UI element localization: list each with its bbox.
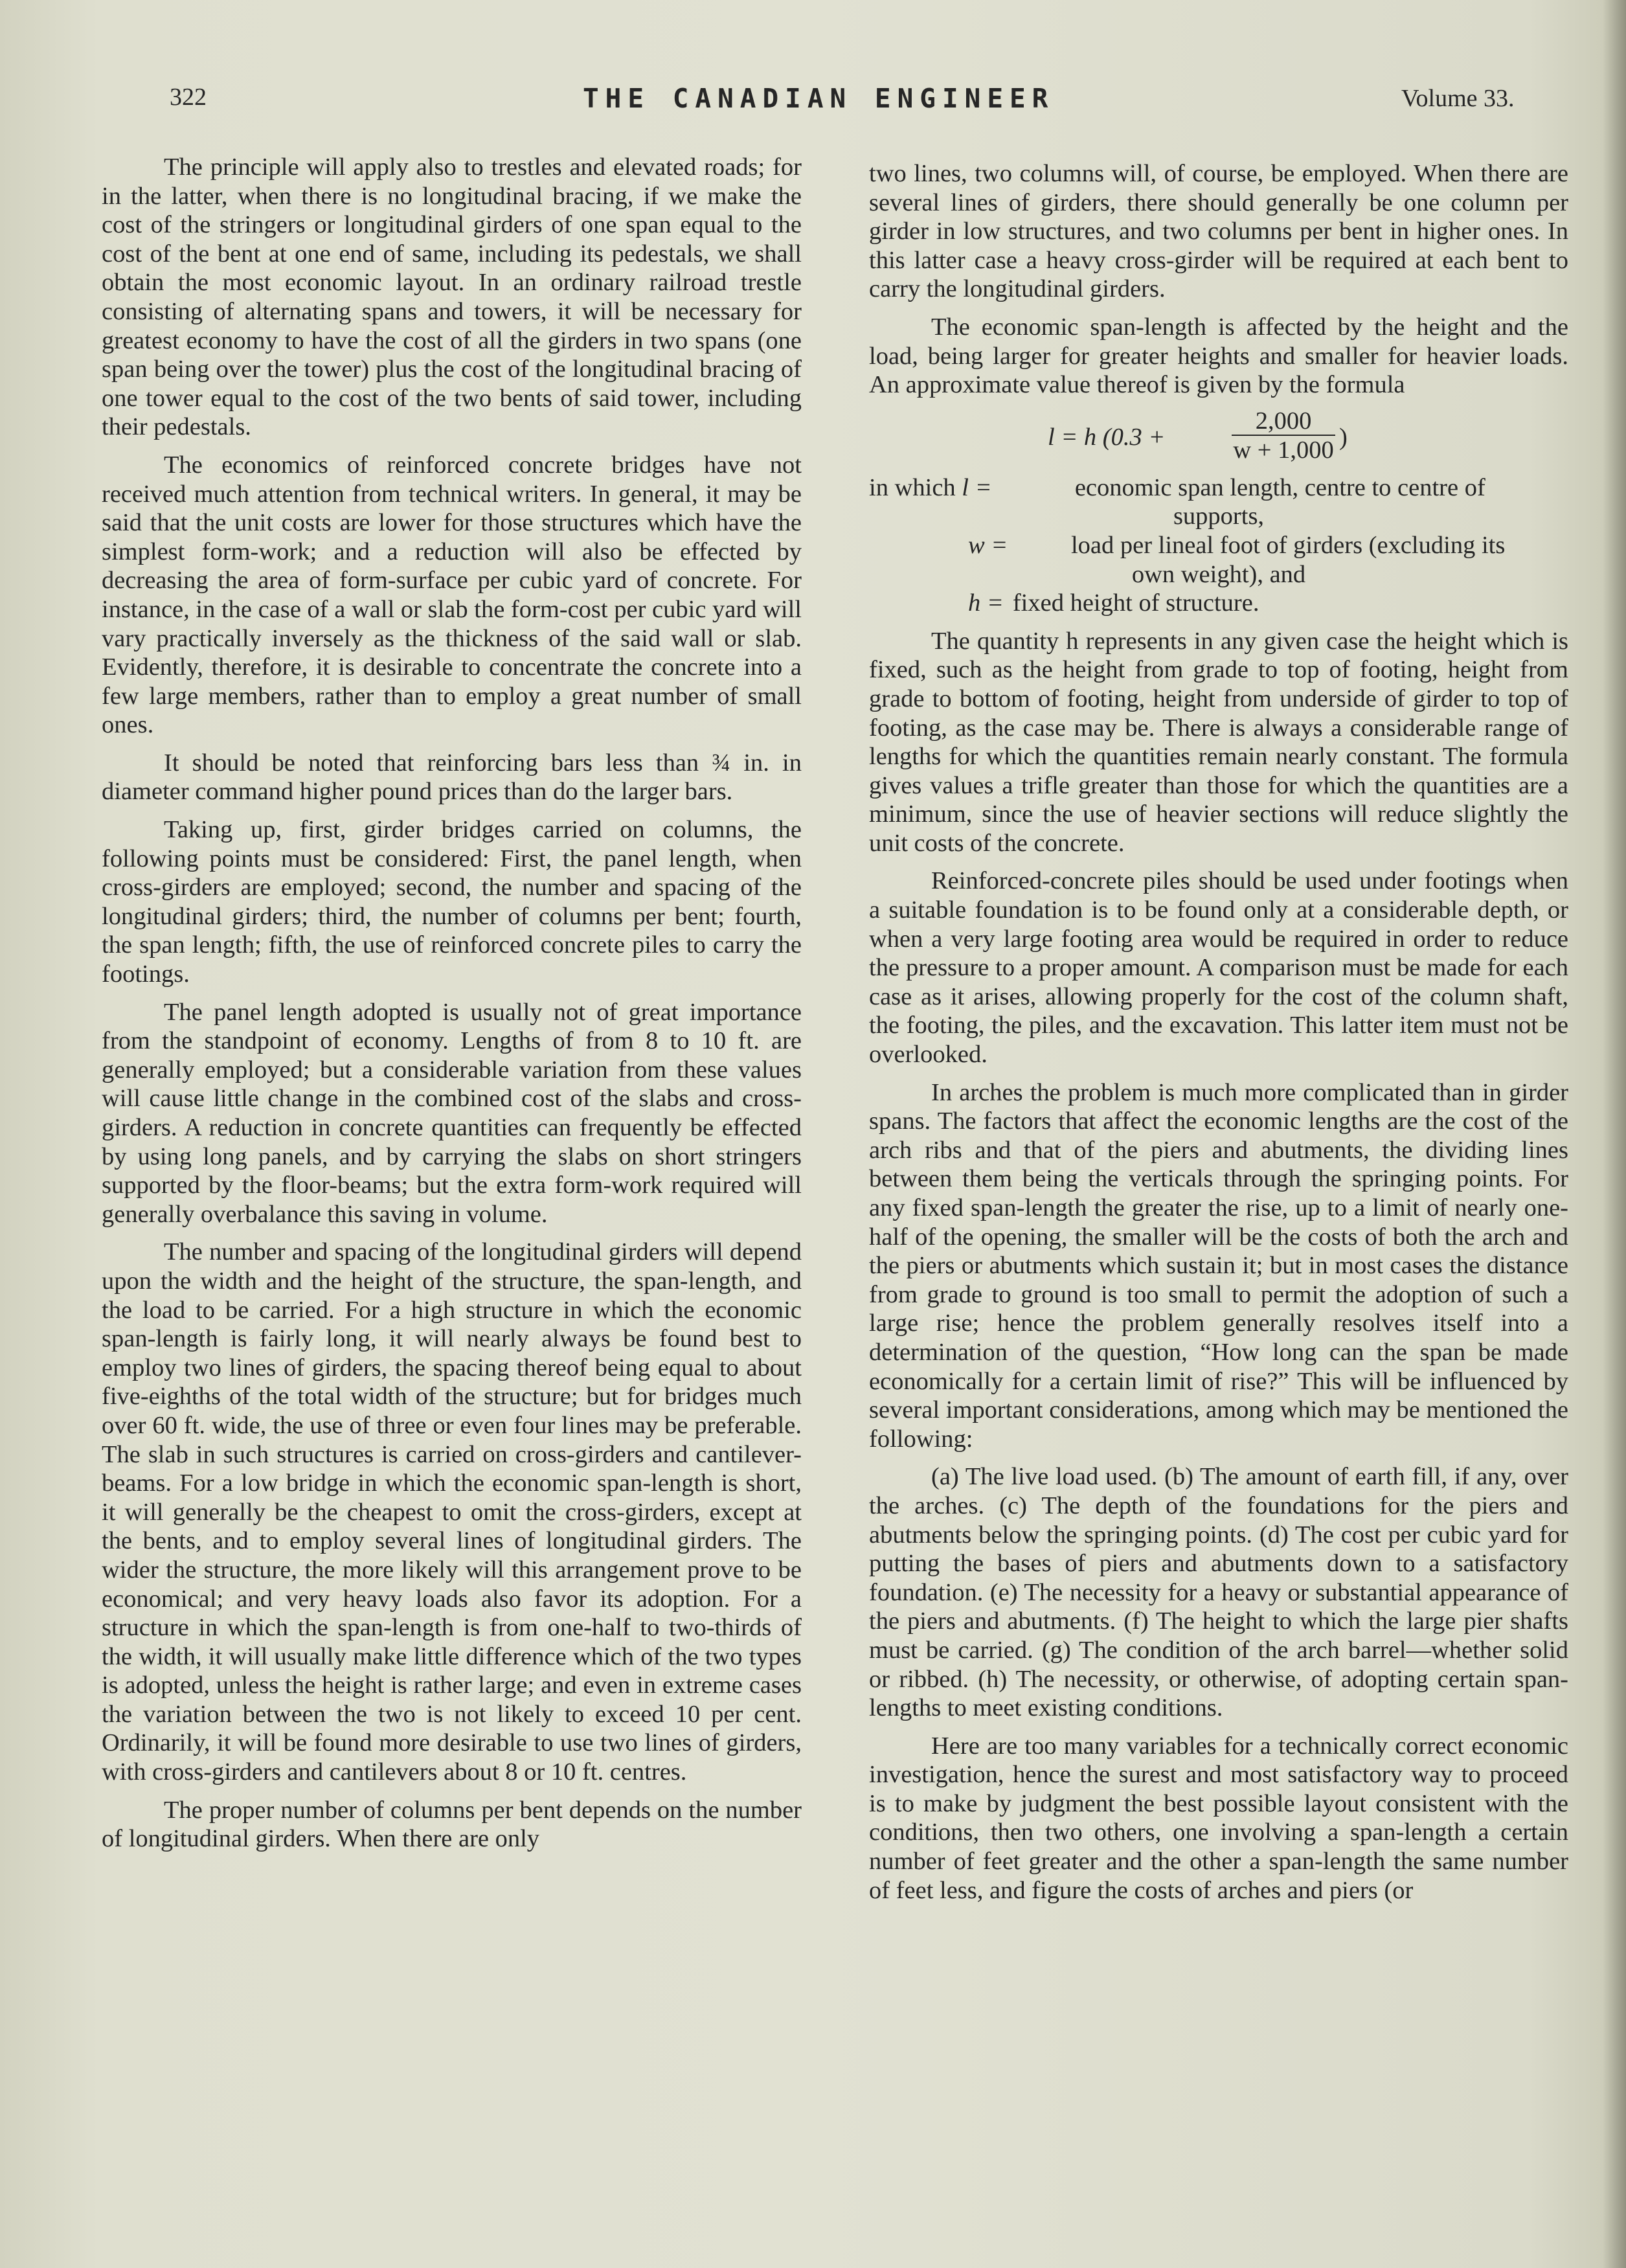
symbol-h: h = [968, 589, 1004, 617]
paragraph-economic-span: The economic span-length is affected by the height and the load, being larger for greater heights and smaller for heavier loads. An approximate value thereof is given by the formula [869, 313, 1568, 399]
formula-fraction [1232, 407, 1335, 464]
definition-w-text: load per lineal foot of girders (excluding its [1070, 531, 1506, 559]
paragraph-variables: Here are too many variables for a technically correct economic investigation, hence the surest and most satisfactory way to proceed is to make by judgment the best possible layout consistent with the conditions, then two others, one involving a span-length a certain number of feet greater and the other a span-length the same number of feet less, and figure the costs of arches and piers (or [869, 1732, 1568, 1904]
definition-h-text: fixed height of structure. [1012, 589, 1259, 617]
paragraph-quantity-h: The quantity h represents in any given case the height which is fixed, such as the height from grade to top of footing, height from grade to bottom of footing, height from underside of girder to top of footing, as the case may be. There is always a considerable range of lengths for which the quantities remain nearly constant. The formula gives values a trifle greater than those for which the quantities are a minimum, since the use of heavier sections will reduce slightly the unit costs of the concrete. [869, 627, 1568, 857]
formula-denominator: w + 1,000 [1233, 436, 1334, 464]
formula-rhs: ) [1339, 423, 1348, 451]
paragraph-columns-per-bent: The proper number of columns per bent depends on the number of longitudinal girders. When there are only [102, 1796, 802, 1853]
definition-h [869, 589, 1568, 618]
definition-l-text: economic span length, centre to centre of [1074, 473, 1485, 501]
paragraph-reinforcing-bars: It should be noted that reinforcing bars less than ¾ in. in diameter command higher pound prices than do the larger bars. [102, 749, 802, 806]
right-column [869, 159, 1568, 1905]
paragraph-piles: Reinforced-concrete piles should be used under footings when a suitable foundation is to be found only at a considerable depth, or when a very large footing area would be required in order to reduce the pressure to a proper amount. A comparison must be made for each case as it arises, allowing properly for the cost of the column shaft, the footing, the piles, and the excavation. This latter item must not be overlooked. [869, 867, 1568, 1069]
definition-w [869, 531, 1568, 560]
definitions-intro: in which [869, 473, 956, 501]
paragraph-two-lines: two lines, two columns will, of course, be employed. When there are several lines of girders, there should generally be one column per girder in low structures, and two columns per bent in higher ones. In this latter case a heavy cross-girder will be required at each bent to carry the longitudinal girders. [869, 160, 1568, 303]
paragraph-panel-length: The panel length adopted is usually not of great importance from the standpoint of economy. Lengths of from 8 to 10 ft. are generally employed; but a considerable variation from these values will cause little change in the combined cost of the slabs and cross-girders. A reduction in concrete quantities can frequently be effected by using long panels, and by carrying the slabs on short stringers supported by the floor-beams; but the extra form-work required will generally overbalance this saving in volume. [102, 998, 802, 1228]
running-header [0, 83, 1626, 128]
left-column [102, 153, 802, 1854]
symbol-w: w = [968, 531, 1008, 559]
symbol-l: l = [962, 473, 992, 501]
paragraph-arches: In arches the problem is much more complicated than in girder spans. The factors that affect the economic lengths are the cost of the arch ribs and that of the piers and abutments, the dividing lines between them being the verticals through the springing points. For any fixed span-length the greater the rise, up to a limit of nearly one-half of the opening, the smaller will be the costs of both the arch and the piers or abutments which sustain it; but in most cases the distance from grade to ground is too small to permit the adoption of such a large rise; hence the problem generally resolves itself into a determination of the question, “How long can the span be made economically for a certain limit of rise?” This will be influenced by several important considerations, among which may be mentioned the following: [869, 1078, 1568, 1453]
paragraph-trestles: The principle will apply also to trestles and elevated roads; for in the latter, when there is no longitudinal bracing, if we make the cost of the stringers or longitudinal girders of one span equal to the cost of the bent at one end of same, including its pedestals, we shall obtain the most economic layout. In an ordinary railroad trestle consisting of alternating spans and towers, it will be necessary for greatest economy to have the cost of all the girders in two spans (one span being over the tower) plus the cost of the longitudinal bracing of one tower equal to the cost of the two bents of said tower, including their pedestals. [102, 153, 802, 441]
formula-definitions [869, 473, 1568, 618]
formula-lhs: l = h (0.3 + [1048, 423, 1166, 451]
paragraph-reinforced-concrete: The economics of reinforced concrete bridges have not received much attention from technical writers. In general, it may be said that the unit costs are lower for those structures which have the simplest form-work; and a reduction will also be effected by decreasing the area of form-surface per cubic yard of concrete. For instance, in the case of a wall or slab the form-cost per cubic yard will vary practically inversely as the thickness of the said wall or slab. Evidently, therefore, it is desirable to concentrate the concrete into a few large members, rather than to employ a great number of small ones. [102, 451, 802, 739]
definition-l-continued: supports, [1173, 503, 1265, 530]
volume-label: Volume 33. [1401, 85, 1515, 112]
definition-w-continued: own weight), and [1131, 560, 1306, 588]
paragraph-considerations-list: (a) The live load used. (b) The amount of earth fill, if any, over the arches. (c) The depth of the foundations for the piers and abutments below the springing points. (d) The cost per cubic yard for putting the bases of piers and abutments down to a satisfactory foundation. (e) The necessity for a heavy or substantial appearance of the piers and abutments. (f) The height to which the large pier shafts must be carried. (g) The condition of the arch barrel—whether solid or ribbed. (h) The necessity, or otherwise, of adopting certain span-lengths to meet existing conditions. [869, 1463, 1568, 1722]
paragraph-longitudinal-girders: The number and spacing of the longitudinal girders will depend upon the width and the height of the structure, the span-length, and the load to be carried. For a high structure in which the economic span-length is fairly long, it will nearly always be found best to employ two lines of girders, the spacing thereof being equal to about five-eighths of the total width of the structure; but for bridges much over 60 ft. wide, the use of three or even four lines may be preferable. The slab in such structures is carried on cross-girders and cantilever-beams. For a low bridge in which the economic span-length is short, it will generally be the cheapest to omit the cross-girders, except at the bents, and to employ several lines of longitudinal girders. The wider the structure, the more likely will this arrangement prove to be economical; and very heavy loads also favor its adoption. For a structure in which the span-length is from one-half to two-thirds of the width, it will usually make little difference which of the two types is adopted, unless the height is rather large; and even in extreme cases the variation between the two is not likely to exceed 10 per cent. Ordinarily, it will be found more desirable to use two lines of girders, with cross-girders and cantilevers about 8 or 10 ft. centres. [102, 1238, 802, 1786]
formula-numerator: 2,000 [1232, 407, 1335, 436]
span-length-formula [869, 407, 1568, 464]
paragraph-girder-bridges: Taking up, first, girder bridges carried on columns, the following points must be considered: First, the panel length, when cross-girders are employed; second, the number and spacing of the longitudinal girders; third, the number of columns per bent; fourth, the span length; fifth, the use of reinforced concrete piles to carry the footings. [102, 816, 802, 988]
journal-title: THE CANADIAN ENGINEER [583, 83, 1055, 114]
page-edge-shadow [1603, 0, 1626, 2268]
definition-l [869, 473, 1568, 503]
page-number: 322 [170, 84, 207, 111]
